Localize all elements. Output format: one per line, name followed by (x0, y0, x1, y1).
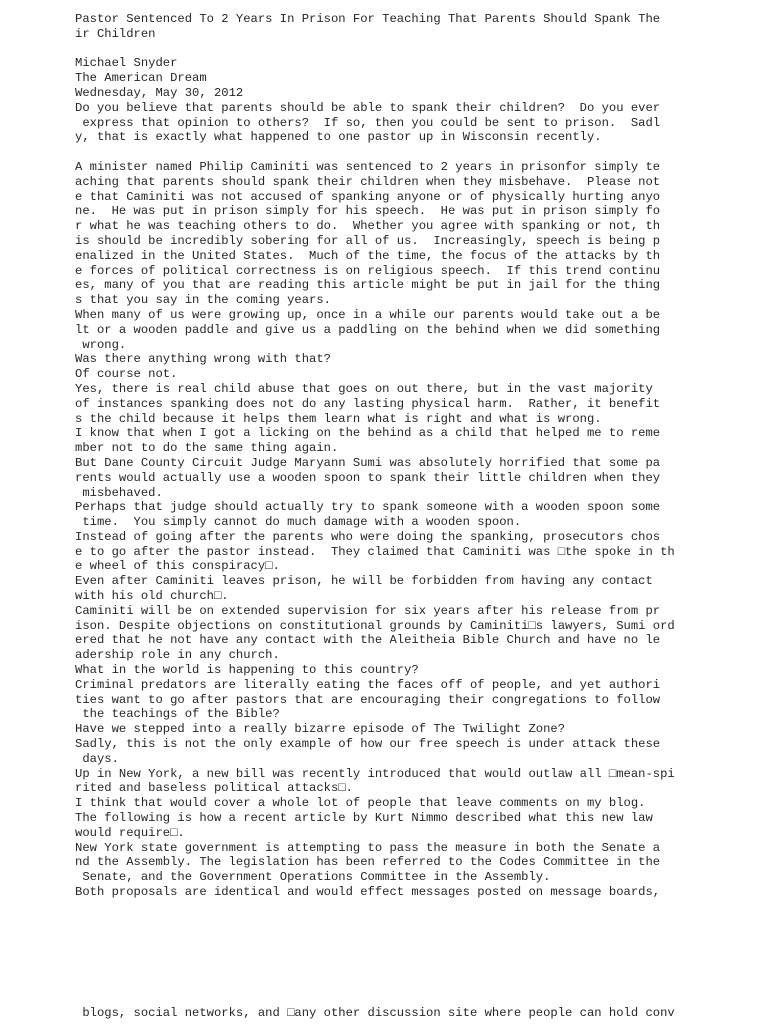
document-line: wrong. (75, 337, 127, 352)
document-line: the teachings of the Bible? (75, 707, 280, 722)
document-line: Senate, and the Government Operations Committee in the Assembly. (75, 870, 551, 885)
document-line: When many of us were growing up, once in a while our parents would take out a be (75, 307, 661, 322)
document-line: rited and baseless political attacks□. (75, 781, 353, 796)
document-line: aching that parents should spank their children when they misbehave. Please not (75, 174, 661, 189)
document-line: Do you believe that parents should be able to spank their children? Do you ever (75, 100, 661, 115)
document-line: rents would actually use a wooden spoon to spank their little children when they (75, 470, 661, 485)
document-line: e to go after the pastor instead. They claimed that Caminiti was □the spoke in th (75, 544, 675, 559)
document-line: The following is how a recent article by Kurt Nimmo described what this new law (75, 811, 653, 826)
document-line: enalized in the United States. Much of the time, the focus of the attacks by th (75, 248, 661, 263)
document-line: Michael Snyder (75, 56, 178, 71)
document-line: I think that would cover a whole lot of people that leave comments on my blog. (75, 796, 646, 811)
document-line: e wheel of this conspiracy□. (75, 559, 280, 574)
document-line: lt or a wooden paddle and give us a paddling on the behind when we did something (75, 322, 661, 337)
document-line: is should be incredibly sobering for all of us. Increasingly, speech is being p (75, 233, 661, 248)
document-line: nd the Assembly. The legislation has been referred to the Codes Committee in the (75, 855, 661, 870)
document-body (75, 12, 695, 900)
document-line: e that Caminiti was not accused of spanking anyone or of physically hurting anyo (75, 189, 661, 204)
document-line: Perhaps that judge should actually try to spank someone with a wooden spoon some (75, 500, 661, 515)
document-line: y, that is exactly what happened to one pastor up in Wisconsin recently. (75, 130, 602, 145)
document-line: Up in New York, a new bill was recently introduced that would outlaw all □mean-spi (75, 766, 675, 781)
document-line: of instances spanking does not do any lasting physical harm. Rather, it benefit (75, 396, 661, 411)
document-line: Yes, there is real child abuse that goes on out there, but in the vast majority (75, 381, 653, 396)
document-line: Wednesday, May 30, 2012 (75, 85, 244, 100)
document-line: Of course not. (75, 367, 178, 382)
document-line: time. You simply cannot do much damage with a wooden spoon. (75, 515, 522, 530)
document-line (75, 145, 695, 160)
document-line: The American Dream (75, 71, 207, 86)
document-line: ne. He was put in prison simply for his speech. He was put in prison simply fo (75, 204, 661, 219)
document-line: would require□. (75, 825, 185, 840)
document-line: What in the world is happening to this country? (75, 663, 419, 678)
document-line: with his old church□. (75, 589, 229, 604)
document-line: Was there anything wrong with that? (75, 352, 331, 367)
document-line: Criminal predators are literally eating the faces off of people, and yet authori (75, 677, 661, 692)
document-line: es, many of you that are reading this article might be put in jail for the thing (75, 278, 661, 293)
document-line: Instead of going after the parents who were doing the spanking, prosecutors chos (75, 529, 661, 544)
document-line: e forces of political correctness is on religious speech. If this trend continu (75, 263, 661, 278)
document-line: New York state government is attempting to pass the measure in both the Senate a (75, 840, 661, 855)
document-line: s the child because it helps them learn what is right and what is wrong. (75, 411, 602, 426)
document-line: A minister named Philip Caminiti was sentenced to 2 years in prisonfor simply te (75, 159, 661, 174)
document-line: Pastor Sentenced To 2 Years In Prison For Teaching That Parents Should Spank The (75, 12, 661, 26)
document-line: mber not to do the same thing again. (75, 441, 339, 456)
document-line (75, 42, 695, 57)
document-line: s that you say in the coming years. (75, 293, 331, 308)
document-line: ties want to go after pastors that are encouraging their congregations to follow (75, 692, 661, 707)
document-line: Caminiti will be on extended supervision for six years after his release from pr (75, 603, 661, 618)
document-line: Sadly, this is not the only example of how our free speech is under attack these (75, 737, 661, 752)
document-continuation-line: blogs, social networks, and □any other discussion site where people can hold conv (75, 1006, 675, 1020)
document-line: But Dane County Circuit Judge Maryann Sumi was absolutely horrified that some pa (75, 455, 661, 470)
document-line: Both proposals are identical and would effect messages posted on message boards, (75, 885, 661, 900)
document-line: Have we stepped into a really bizarre episode of The Twilight Zone? (75, 722, 566, 737)
document-line: adership role in any church. (75, 648, 280, 663)
document-line: express that opinion to others? If so, then you could be sent to prison. Sadl (75, 115, 661, 130)
document-line: r what he was teaching others to do. Whether you agree with spanking or not, th (75, 219, 661, 234)
document-line: ered that he not have any contact with the Aleitheia Bible Church and have no le (75, 633, 661, 648)
document-line: ir Children (75, 26, 156, 41)
document-line: I know that when I got a licking on the behind as a child that helped me to reme (75, 426, 661, 441)
document-line: days. (75, 751, 119, 766)
document-line: ison. Despite objections on constitutional grounds by Caminiti□s lawyers, Sumi ord (75, 618, 675, 633)
document-line: misbehaved. (75, 485, 163, 500)
document-line: Even after Caminiti leaves prison, he will be forbidden from having any contact (75, 574, 653, 589)
